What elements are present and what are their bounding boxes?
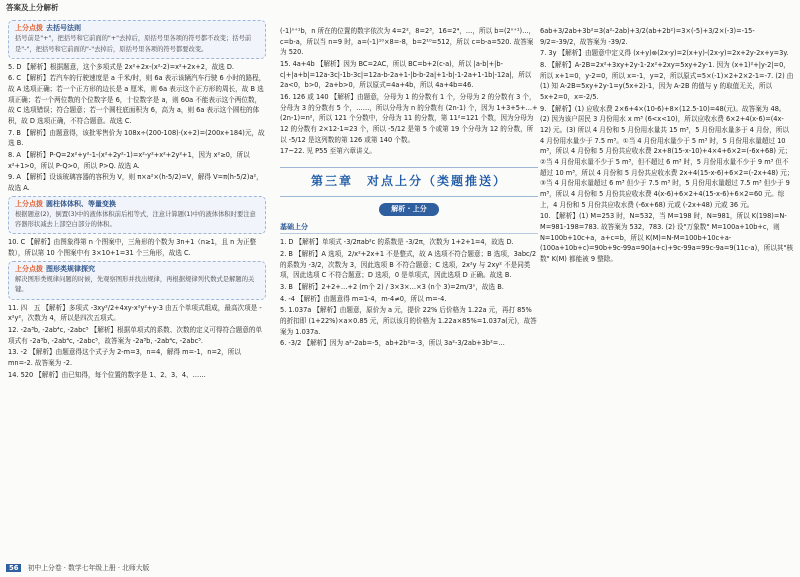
- answer-13: 13. -2 【解析】由题意得这个式子为 2-m=3，n=4，解得 m=-1，n=2，所以 mn=-2. 故答案为 -2.: [8, 348, 241, 367]
- drill-2: 2. B 【解析】A 选项，2/x²+2x+1 不是整式，故 A 选项不符合题意；B 选项，3abc/2 的系数为 -3/2，次数为 3，因此选项 B 不符合题意；C 选项，2x²y 与 2xy² 不是同类项，因此选项 C 不符合题意；D 选项，0 是单项式，因此选项 D 正确。故选 B.: [280, 249, 537, 280]
- answer-6: 6. C 【解析】若汽车的行驶速度是 a 千米/时，则 6a 表示该辆汽车行驶 6 小时的路程，故 A 选项正确；若一个正方形的边长是 a 厘米，则 6a 表示这个正方形的周长，故 B 选项正确；若一个两位数的个位数字是 6，十位数字是 a，则 60a 不能表示这个两位数，故 C 选项错误；符合题意；若一个圆柱底面积为 6，高为 a，则 6a 表示这个圆柱的体积，故 D 选项正确，不符合题意。故选 C.: [8, 74, 266, 126]
- page-number: 56: [6, 564, 21, 572]
- answer-11: 11. 四 五 【解析】多项式 -3xy²/2+4xy-x²y²+y-3 由五个单项式组成，最高次项是 -x²y²，次数为 4，所以是四次五项式。: [8, 303, 262, 323]
- section-title: 基础上分: [280, 222, 538, 234]
- column-right: [540, 26, 794, 266]
- drill-6-continued: 6ab+3/2ab+3b²=3(a²-2ab)+3/2(ab+2b²)=3×(-5)+3/2×(-3)=-15-9/2=-39/2，故答案为 -39/2.: [540, 27, 755, 46]
- answer-17-22: 17~22. 见 P55 至第六章讲义。: [280, 147, 376, 156]
- page-footer: [6, 563, 149, 574]
- answer-9: 9. A 【解析】设该玻璃容器的容积为 V，则 π×a²×(h-5/2)=V，解得 V=π(h-5/2)a²，故选 A.: [8, 173, 263, 193]
- answer-8: 8. A 【解析】P-Q=2x²+y²-1-(x²+2y²-1)=x²-y²+x²+2y²+1，因为 x²≥0，所以 x²+1>0，所以 P-Q>0，所以 P>Q. 故选 A.: [8, 151, 250, 170]
- answer-15: 15. 4a+4b 【解析】因为 BC=2AC，所以 BC=b+2(c-a)，所以 |a-b|+|b-c|+|a+b|=12a-3c|-1b-3c|=12a-b-2a+1-|b-b-2a|+1-b|-1-2a+1-1b|-12a|，所以 2a<0，b>0，2a+b>0，所以原式=4a+4b，所以 4a+4b=46.: [280, 60, 532, 90]
- drill-3: 3. B 【解析】2+2+…+2 (m个 2) / 3×3×…×3 (n个 3)=2m/3ⁿ，故选 B.: [280, 282, 504, 291]
- drill-10: 10. 【解析】(1) M=253 时，N=532，当 M=198 时，N=981，所以 K(198)=N-M=981-198=783. 故答案为 532，783. (2) 设"万象数" M=100a+10b+c，则 N=100b+10c+a，a+c=b，所以 K(M)=N-M=100b+10c+a-(100a+10b+c)=90b+9c-99a=90(a+c)+9c-99a=99c-9a=9(11c-a)，所以其"核数" K(M) 都能被 9 整除。: [540, 212, 794, 264]
- drill-9: 9. 【解析】(1) 应收水费 2×6+4×(10-6)+8×(12.5-10)=48(元)。故答案为 48。(2) 因为该户居民 3 月份用水 x m³ (6<x<10)，所以应收水费 6×2+4(x-6)=(4x-12) 元。(3) 所以 4 月份和 5 月份用水量共 15 m³，5 月份用水量多于 4 月份，所以 4 月份用水量少于 7.5 m³。①当 4 月份用水量少于 5 m³ 时，5 月份用水量超过 10 m³，所以 4 月份和 5 月份共应收水费 2x+8(15-x-10)+4×4+6×2=(-6x+68) 元；②当 4 月份用水量不少于 5 m³，但不超过 6 m³ 时，5 月份用水量不少于 9 m³ 但不超过 10 m³，所以 4 月份和 5 月份共应收水费 2x+4(15-x-6)+6×2=(-2x+48) 元；③当 4 月份用水量超过 6 m³ 但少于 7.5 m³ 时，5 月份用水量超过 7.5 m³ 但少于 9 m³，所以 4 月份和 5 月份共应收水费 4(x-6)+6×2+4(15-x-6)+6×2=60 元。综上，4 月份和 5 月份共应收水费 (-6x+68) 元或 (-2x+48) 元或 36 元。: [540, 104, 794, 209]
- drill-6: 6. -3/2 【解析】因为 a²-2ab=-5，ab+2b²=-3，所以 3a²-3/2ab+3b²=…: [280, 339, 505, 348]
- tip-box-cylinder: [8, 196, 266, 235]
- column-left: [8, 18, 266, 381]
- answer-14-continued: (-1)ⁿ⁺¹b，n 所在的位置的数字依次为 4=2²，8=2³，16=2⁴，…，所以 b=(2ⁿ⁺¹)…，c=b-a，所以当 n=9 时，a=(-1)¹⁰×8=-8，b=2¹⁰=512，所以 c=b-a=520. 故答案为 520.: [280, 27, 536, 57]
- answer-5: 5. D 【解析】根据题意，这个多项式是 2x²+2x-(x²-2)=x²+2x+2，故选 D.: [8, 62, 235, 71]
- answer-10: 10. C 【解析】由图象得第 n 个图案中，三角形的个数为 3n+1（n≥1，且 n 为正整数），所以第 10 个图案中有 3×10+1=31 个三角形，故选 C.: [8, 238, 257, 258]
- page-header: 答案及上分解析: [6, 3, 59, 12]
- drill-7: 7. 3y 【解析】由题意中定义得 (x+y)⊗(2x-y)=2(x+y)-(2x-y)=2x+2y-2x+y=3y.: [540, 49, 789, 58]
- tip-box-bracket-rule: [8, 20, 266, 59]
- tip-box-title: 上分点拨 去括号法则: [15, 24, 81, 32]
- drill-4: 4. -4 【解析】由题意得 m=1-4，m-4≠0，所以 m=-4.: [280, 294, 447, 303]
- tip-box-text: 根据题意(2)，倒置(3)中的液体体积前后相等式，注意计算题(1)中的液体体积时要注意容器形状减去上部空白部分的体积。: [15, 211, 256, 229]
- footer-title: 初中上分卷 · 数学七年级上册 · 北师大版: [27, 564, 150, 572]
- answer-7: 7. B 【解析】由题意得，该批零售价为 108x÷(200-108)·(x+2)=(200x+184)元，故选 B.: [8, 128, 265, 148]
- section-badge: 解析 · 上分: [379, 203, 439, 216]
- tip-box-title: 上分点拨 图形类规律探究: [15, 264, 95, 273]
- tip-box-text: 解决图形类规律问题的时候，先观察图形并找出规律，再根据规律列代数式是解题的关键。: [15, 276, 255, 294]
- chapter-title: 第三章 对点上分（类题推送）: [280, 167, 538, 196]
- answer-16: 16. 126 或 140 【解析】由题意，分母为 1 的分数有 1 个，分母为 2 的分数有 3 个，分母为 3 的分数有 5 个，……，所以分母为 n 的分数有 (2n-1) 个，因为 1+3+5+…+(2n-1)=n²，所以 121 个分数中，分母为 11 的分数，第 11²=121 个数，因为分母为 12 的分数有 2×12-1=23 个，所以 -5/12 是第 5 个或第 19 个分母为 12 的分数，所以 -5/12 是这列数的第 126 或第 140 个数。: [280, 93, 538, 144]
- tip-box-pattern: [8, 261, 266, 300]
- column-middle: [280, 26, 538, 350]
- answer-14: 14. 520 【解析】由已知得，每个位置的数字是 1、2、3、4、……: [8, 370, 206, 379]
- tip-box-title: 上分点拨 圆柱体体积、等量变换: [15, 199, 116, 208]
- drill-1: 1. D 【解析】单项式 -3/2πab²c 的系数是 -3/2π，次数为 1+2+1=4，故选 D.: [280, 238, 514, 247]
- answer-12: 12. -2a³b, -2ab⁴c, -2abc⁵ 【解析】根据单项式的系数、次数的定义可得符合题意的单项式有 -2a³b, -2ab⁴c, -2abc⁵，故答案为 -2a³b, -2ab⁴c, -2abc⁵.: [8, 325, 263, 345]
- drill-8: 8. 【解析】A-2B=2x²+3xy+2y-1-2x²+2xy=5xy+2y-1. 因为 (x+1)²+|y-2|=0，所以 x+1=0，y-2=0，所以 x=-1，y=2，所以原式=5×(-1)×2+2×2-1=-7. (2) 由 (1) 知 A-2B=5xy+2y-1=y(5x+2)-1，因为 A-2B 的值与 y 的取值无关，所以 5x+2=0，x=-2/5.: [540, 61, 794, 102]
- tip-box-text: 括号前是"+"，把括号和它前面的"+"去掉后，原括号里各项的符号都不改变；括号前是"-"，把括号和它前面的"-"去掉后，原括号里各项的符号都要改变。: [15, 35, 252, 53]
- drill-5: 5. 1.037a 【解析】由题意，原价为 a 元，提价 22% 后价格为 1.22a 元，再打 85% 的折扣即 (1+22%)×a×0.85 元，所以该月的价格为 1.22a×85%=1.037a(元)，故答案为 1.037a.: [280, 306, 537, 336]
